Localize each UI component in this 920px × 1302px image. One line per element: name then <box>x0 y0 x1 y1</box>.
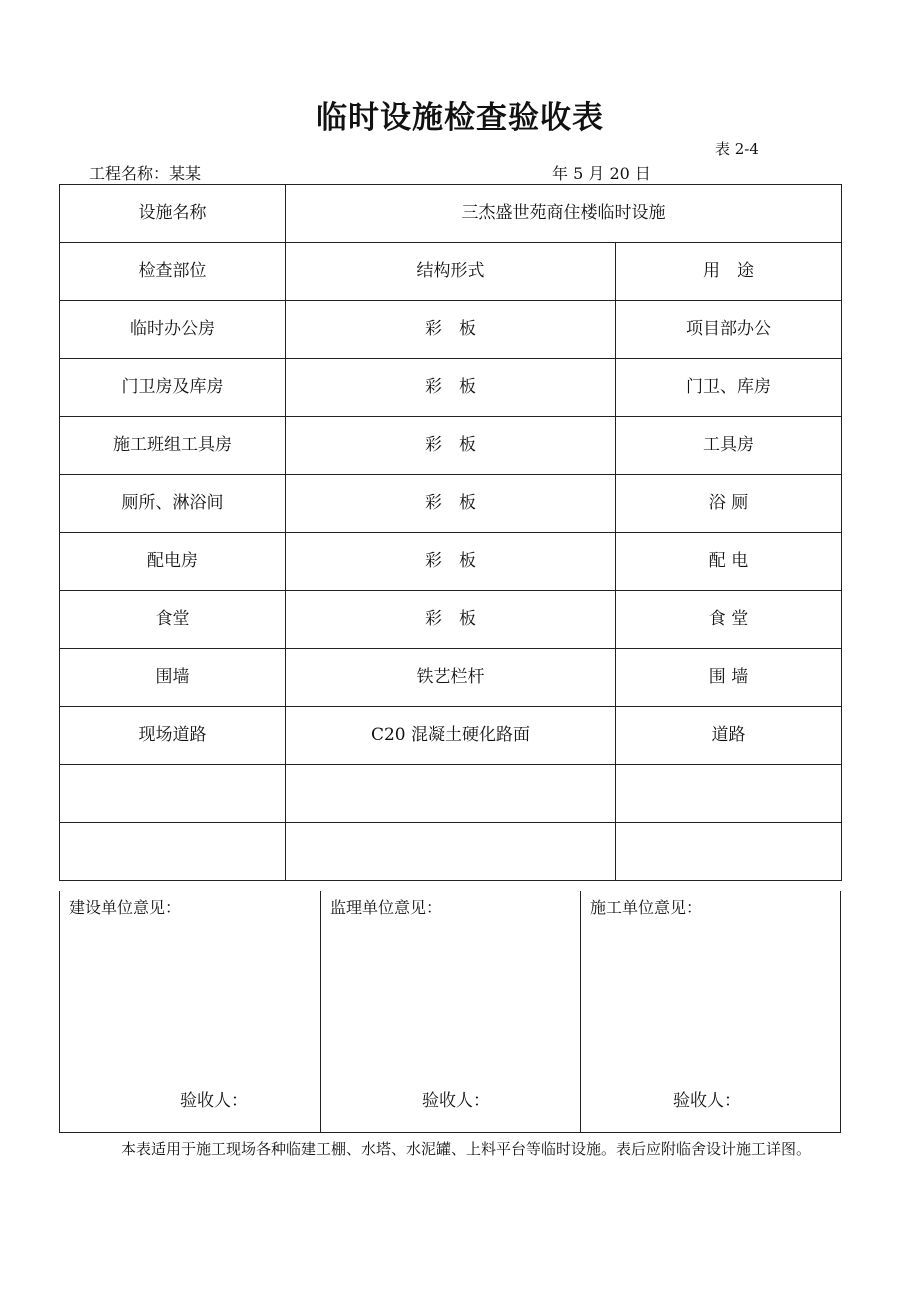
table-row <box>60 359 842 417</box>
opinions-section <box>59 891 841 1133</box>
table-row <box>60 707 842 765</box>
table-row <box>60 301 842 359</box>
row-location: 厕所、淋浴间 <box>60 475 286 533</box>
row-purpose: 配 电 <box>616 533 842 591</box>
table-row <box>60 417 842 475</box>
table-row <box>60 591 842 649</box>
header-row <box>60 243 842 301</box>
owner-opinion-label: 建设单位意见： <box>69 898 182 917</box>
row-purpose <box>616 765 842 823</box>
row-structure: 彩 板 <box>286 475 616 533</box>
row-location: 食堂 <box>60 591 286 649</box>
owner-acceptor-label: 验收人： <box>180 1091 248 1111</box>
supervisor-opinion-label: 监理单位意见： <box>330 898 443 917</box>
row-purpose <box>616 823 842 881</box>
row-structure: 彩 板 <box>286 591 616 649</box>
row-location: 现场道路 <box>60 707 286 765</box>
row-purpose: 工具房 <box>616 417 842 475</box>
project-name: 工程名称：某某 <box>89 164 202 183</box>
row-location <box>60 823 286 881</box>
table-row <box>60 533 842 591</box>
table-row <box>60 475 842 533</box>
supervisor-acceptor-label: 验收人： <box>422 1091 490 1111</box>
row-location: 门卫房及库房 <box>60 359 286 417</box>
contractor-acceptor-label: 验收人： <box>673 1091 741 1111</box>
inspection-table <box>59 184 842 881</box>
row-structure: 彩 板 <box>286 359 616 417</box>
row-purpose: 围 墙 <box>616 649 842 707</box>
row-purpose: 浴 厕 <box>616 475 842 533</box>
row-purpose: 项目部办公 <box>616 301 842 359</box>
row-structure: 彩 板 <box>286 533 616 591</box>
table-row <box>60 649 842 707</box>
footnote: 本表适用于施工现场各种临建工棚、水塔、水泥罐、上料平台等临时设施。表后应附临舍设计施工详图。 <box>121 1140 812 1158</box>
table-row-empty <box>60 823 842 881</box>
row-location: 配电房 <box>60 533 286 591</box>
row-structure: C20 混凝土硬化路面 <box>286 707 616 765</box>
facility-name-row <box>60 185 842 243</box>
table-row-empty <box>60 765 842 823</box>
row-purpose: 食 堂 <box>616 591 842 649</box>
facility-name-value: 三杰盛世苑商住楼临时设施 <box>286 185 842 243</box>
row-structure: 彩 板 <box>286 417 616 475</box>
row-location: 施工班组工具房 <box>60 417 286 475</box>
supervisor-opinion-box <box>321 891 581 1132</box>
row-location <box>60 765 286 823</box>
row-purpose: 门卫、库房 <box>616 359 842 417</box>
contractor-opinion-box <box>581 891 840 1132</box>
row-structure <box>286 823 616 881</box>
row-structure: 彩 板 <box>286 301 616 359</box>
row-location: 围墙 <box>60 649 286 707</box>
owner-opinion-box <box>60 891 321 1132</box>
header-purpose: 用 途 <box>616 243 842 301</box>
page-title: 临时设施检查验收表 <box>316 100 604 136</box>
facility-name-label: 设施名称 <box>60 185 286 243</box>
header-structure: 结构形式 <box>286 243 616 301</box>
table-number: 表 2-4 <box>715 140 759 158</box>
row-purpose: 道路 <box>616 707 842 765</box>
row-structure <box>286 765 616 823</box>
row-structure: 铁艺栏杆 <box>286 649 616 707</box>
inspection-date: 年 5 月 20 日 <box>552 164 651 183</box>
header-location: 检查部位 <box>60 243 286 301</box>
contractor-opinion-label: 施工单位意见： <box>590 898 703 917</box>
row-location: 临时办公房 <box>60 301 286 359</box>
